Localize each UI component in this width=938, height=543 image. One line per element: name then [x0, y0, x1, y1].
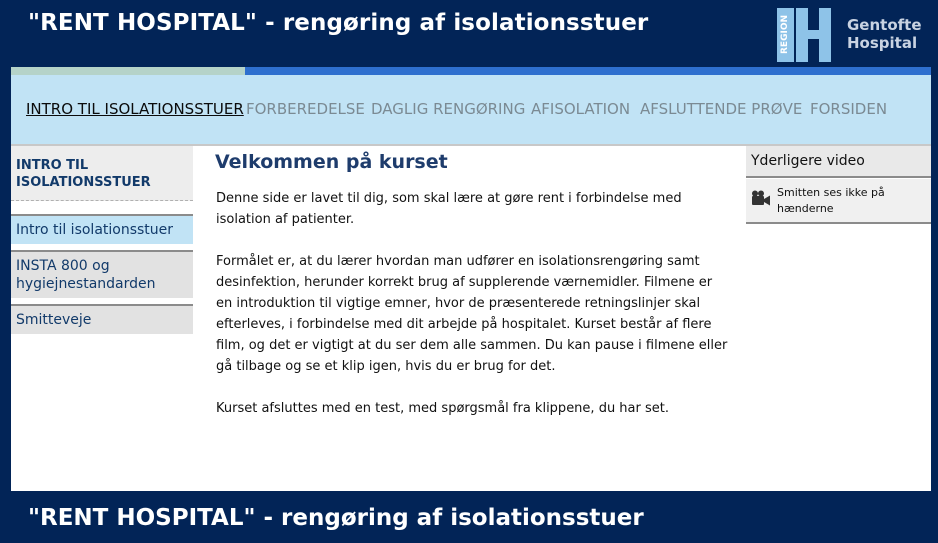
- intro-paragraph: Denne side er lavet til dig, som skal lære at gøre rent i forbindelse med isolation af patienter.: [216, 191, 682, 227]
- sidebar-header-text: [16, 157, 188, 191]
- main-content: [215, 151, 735, 416]
- sidebar-item-label: Intro til isolationsstuer: [16, 222, 174, 238]
- sidebar-header: [11, 146, 193, 201]
- nav-afsluttende-proeve[interactable]: AFSLUTTENDE PRØVE: [640, 100, 803, 118]
- nav-intro-til-isolationsstuer[interactable]: INTRO TIL ISOLATIONSSTUER: [26, 100, 244, 118]
- video-link-label: Smitten ses ikke på hænderne: [777, 186, 885, 215]
- video-camera-icon: [751, 190, 771, 206]
- page-header: [0, 0, 938, 68]
- content-area: [11, 144, 931, 491]
- video-link-smitten[interactable]: [746, 179, 931, 224]
- logo-h-icon: [796, 8, 831, 62]
- sidebar-item-label-line1: INSTA 800 og: [16, 258, 110, 274]
- region-h-logo[interactable]: [777, 8, 922, 64]
- accent-strip-right: [245, 67, 931, 75]
- hospital-name-line1: Gentofte: [847, 16, 922, 34]
- sidebar-item-insta-800[interactable]: [11, 250, 193, 298]
- sidebar-item-smitteveje[interactable]: [11, 304, 193, 334]
- accent-strip-left: [11, 67, 245, 75]
- logo-mark: [777, 8, 831, 62]
- footer-title: "RENT HOSPITAL" - rengøring af isolationsstuer: [28, 505, 644, 531]
- hospital-name: [847, 16, 922, 52]
- page-footer: [0, 489, 938, 543]
- nav-forsiden[interactable]: FORSIDEN: [810, 100, 888, 118]
- nav-daglig-rengoering[interactable]: DAGLIG RENGØRING: [371, 100, 526, 118]
- nav-afisolation[interactable]: AFISOLATION: [531, 100, 631, 118]
- sidebar-item-label: Smitteveje: [16, 312, 92, 328]
- logo-region-text: REGION: [780, 15, 790, 54]
- sidebar-header-line2: ISOLATIONSSTUER: [16, 175, 151, 190]
- top-navigation: [11, 75, 931, 144]
- purpose-paragraph: Formålet er, at du lærer hvordan man udfører en isolationsrengøring samt desinfektion, herunder korrekt brug af supplerende værnemidler. Filmene er en introduktion til vigtige emner, hvor de præsenterede retningslinjer skal efterleves, i forbindelse med dit arbejde på hospitalet. Kurset består af flere film, og det er vigtigt at du ser dem alle sammen. Du kan pause i filmene eller gå tilbage og se et klip igen, hvis du er brug for det.: [216, 254, 728, 374]
- sidebar-item-intro-til-isolationsstuer[interactable]: [11, 214, 193, 244]
- sidebar-header-line1: INTRO TIL: [16, 158, 89, 173]
- site-title: "RENT HOSPITAL" - rengøring af isolationsstuer: [28, 10, 649, 36]
- logo-region-bar: [777, 8, 794, 62]
- page-title: Velkommen på kurset: [215, 151, 448, 173]
- hospital-name-line2: Hospital: [847, 34, 918, 52]
- extra-video-title: Yderligere video: [751, 153, 865, 169]
- test-paragraph: Kurset afsluttes med en test, med spørgsmål fra klippene, du har set.: [216, 401, 669, 416]
- sidebar-item-label-line2: hygiejnestandarden: [16, 276, 156, 292]
- extra-video-header: [746, 146, 931, 178]
- nav-forberedelse[interactable]: FORBEREDELSE: [246, 100, 365, 118]
